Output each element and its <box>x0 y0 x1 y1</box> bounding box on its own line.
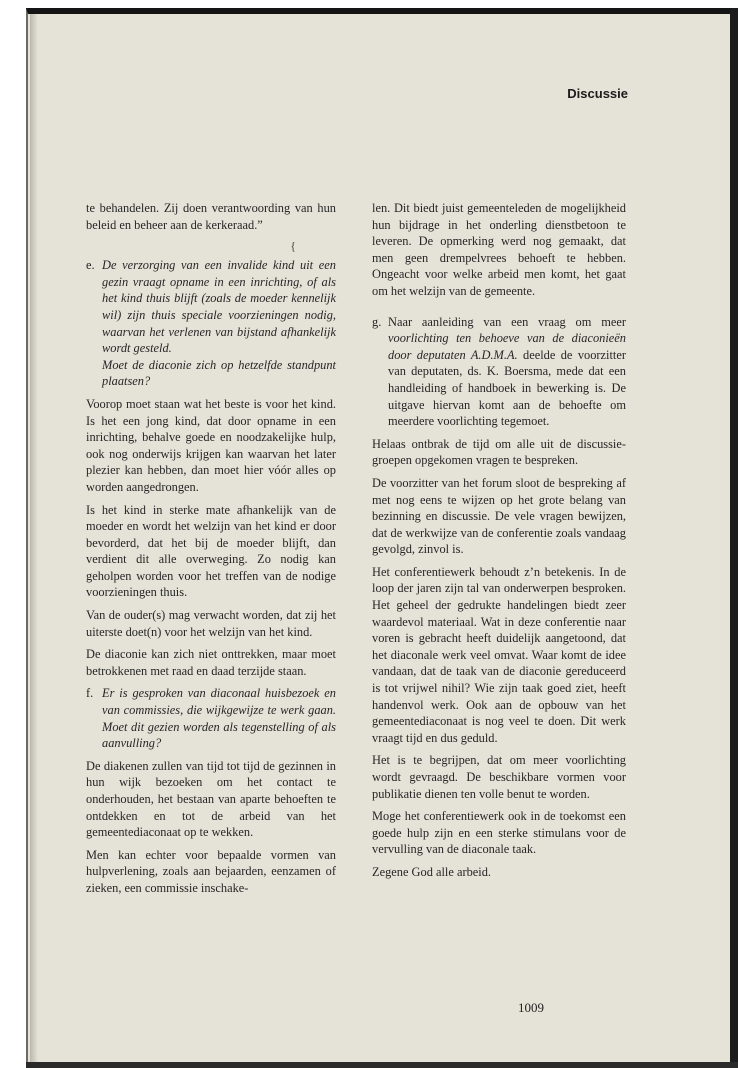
item-text-italic: voorlichting ten behoeve van de diaconieën door deputaten A.D.M.A. <box>388 331 626 362</box>
paragraph: Zegene God alle arbeid. <box>372 864 492 879</box>
paragraph: te behandelen. Zij doen verantwoording van hun beleid en beheer aan de kerkeraad.” <box>86 201 336 232</box>
paragraph: De diaconie kan zich niet onttrekken, maar moet betrokkenen met raad en daad terzijde staan. <box>86 647 336 678</box>
item-question: Moet de diaconie zich op hetzelfde standpunt plaatsen? <box>102 357 336 389</box>
scan-edge-right <box>730 8 738 1068</box>
page-spine-shadow <box>30 14 38 1064</box>
paragraph: Men kan echter voor bepaalde vormen van hulpverlening, zoals aan bejaarden, eenzamen of zieken, een commissie inschake- <box>86 847 336 895</box>
item-text-after: deelde de voorzitter van deputaten, ds. K. Boersma, mede dat een handleiding of handboek in bewerking is. De uitgave hiervan komt aan de behoefte om meerdere voorlichting tegemoet. <box>388 347 626 429</box>
paragraph: len. Dit biedt juist gemeenteleden de mogelijkheid hun bijdrage in het onderling dienstbetoon te leveren. De opmerking werd nog gemaakt, dat men geen drempelvrees behoeft te hebben. Ongeacht voor welke arbeid men komt, het gaat om het welzijn van de gemeente. <box>372 201 626 298</box>
item-label: g. <box>372 314 382 329</box>
left-column <box>86 200 336 903</box>
paragraph: Het conferentiewerk behoudt z’n betekenis. In de loop der jaren zijn tal van onderwerpen besproken. Het geheel der gedrukte handelingen biedt zeer waardevol materiaal. Wat in deze conferentie naar voren is gebracht heeft duidelijk aangetoond, dat het diaconale werk veel omvat. Waar komt de idee vandaan, dat de taak van de diaconie gereduceerd is tot vrijwel nihil? Wie zijn taak goed ziet, heeft handenvol werk. Ook aan de opbouw van het gemeentediaconaat is nog veel te doen. Dit werk vraagt tijd en dus geduld. <box>372 564 626 745</box>
running-header: Discussie <box>567 86 628 101</box>
scan-edge-bottom <box>26 1062 738 1068</box>
paragraph: Is het kind in sterke mate afhankelijk van de moeder en wordt het welzijn van het kind er door bevorderd, dat het bij de moeder blijft, dan verdient dit alle overweging. Zo nodig kan geholpen worden voor het treffen van de nodige voorzieningen thuis. <box>86 502 336 600</box>
item-text-before: Naar aanleiding van een vraag om meer <box>388 314 626 329</box>
discussion-item-g <box>372 314 626 430</box>
paragraph: Helaas ontbrak de tijd om alle uit de discussie-groepen opgekomen vragen te bespreken. <box>372 436 626 468</box>
page-number: 1009 <box>518 1000 544 1015</box>
paragraph: Het is te begrijpen, dat om meer voorlichting wordt gevraagd. De beschikbare vormen voor publikatie dienen ten volle benut te worden. <box>372 753 626 801</box>
item-text <box>388 315 626 429</box>
discussion-item-f <box>86 685 336 751</box>
item-question: De verzorging van een invalide kind uit een gezin vraagt opname in een inrichting, of als het kind thuis blijft (zoals de moeder kennelijk wil) zijn thuis speciale voorzieningen nodig, waarvan het verlenen van bijstand afhankelijk wordt gesteld. <box>102 258 336 356</box>
item-question: Er is gesproken van diaconaal huisbezoek en van commissies, die wijkgewijze te werk gaan. Moet dit gezien worden als tegenstelling of als aanvulling? <box>102 686 336 751</box>
right-column <box>372 200 626 887</box>
item-label: f. <box>86 686 94 701</box>
paragraph: De diakenen zullen van tijd tot tijd de gezinnen in hun wijk bezoeken om het contact te onderhouden, het bestaan van aparte behoeften te ontdekken en tot de arbeid van het gemeentediaconaat op te wekken. <box>86 758 336 840</box>
paragraph: Moge het conferentiewerk ook in de toekomst een goede hulp zijn en een sterke stimulans voor de vervulling van de diaconale taak. <box>372 809 626 857</box>
paragraph: De voorzitter van het forum sloot de bespreking af met nog eens te wijzen op het grote belang van bezinning en discussie. De vele vragen bewijzen, dat de werkwijze van de conferentie zoals vandaag gevolgd, zinvol is. <box>372 475 626 557</box>
margin-mark: { <box>290 239 296 254</box>
item-label: e. <box>86 258 95 273</box>
discussion-item-e <box>86 257 336 390</box>
paragraph: Van de ouder(s) mag verwacht worden, dat zij het uiterste doet(n) voor het welzijn van het kind. <box>86 608 336 639</box>
paragraph: Voorop moet staan wat het beste is voor het kind. Is het een jong kind, dat door opname in een inrichting, behalve goede en noodzakelijke hulp, ook nog onderwijs krijgen kan waarvan het later plezier kan hebben, dan moet hier vóór alles op worden aangedrongen. <box>86 396 336 494</box>
